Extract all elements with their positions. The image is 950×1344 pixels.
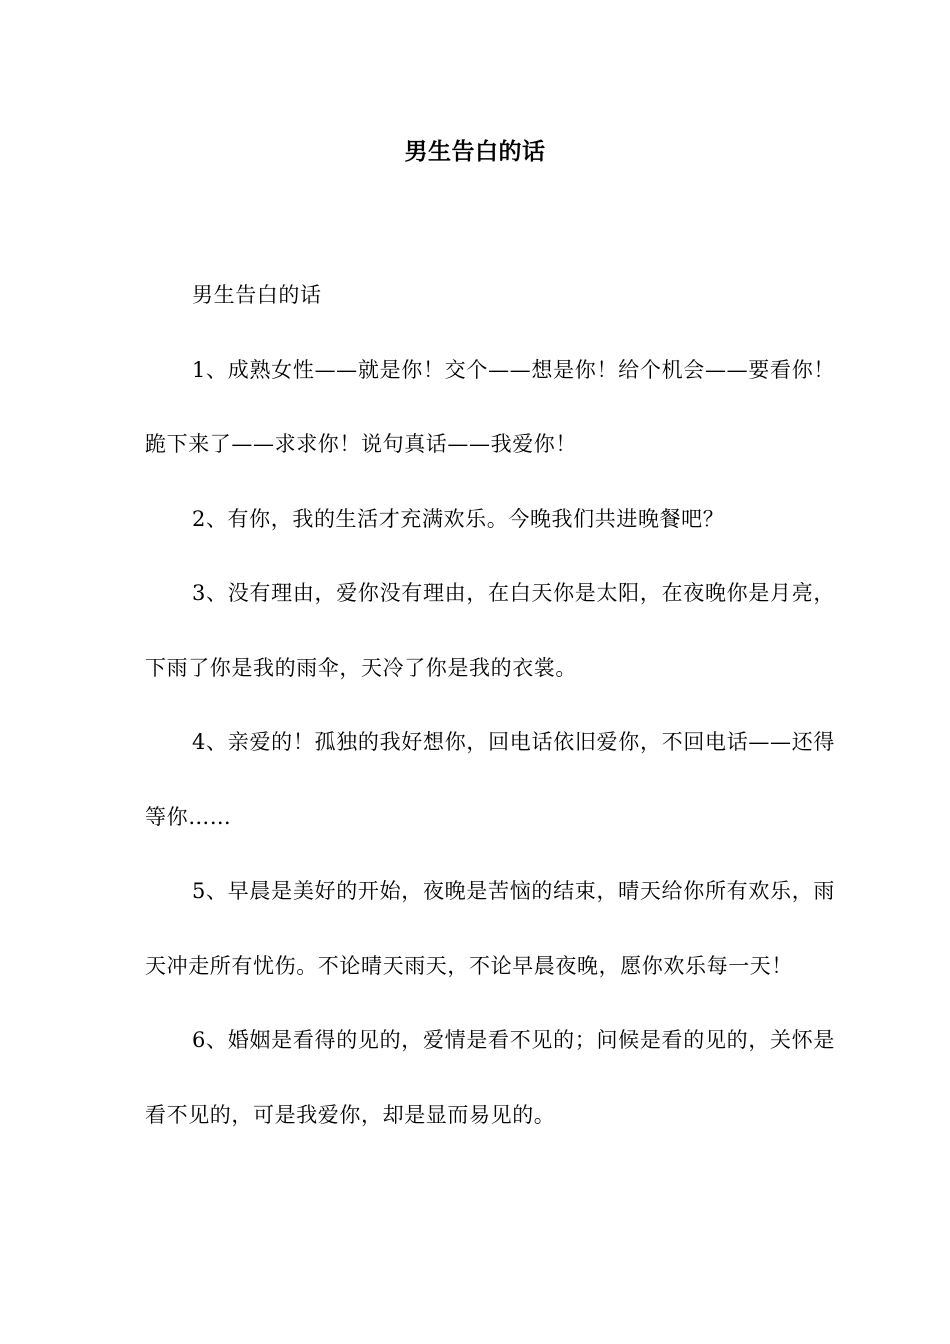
paragraph-item-3: 3、没有理由，爱你没有理由，在白天你是太阳，在夜晚你是月亮，下雨了你是我的雨伞，天冷了你是我的衣裳。	[145, 581, 835, 680]
paragraph-item-4: 4、亲爱的！孤独的我好想你，回电话依旧爱你，不回电话——还得等你……	[145, 730, 835, 829]
paragraph-item-1: 1、成熟女性——就是你！交个——想是你！给个机会——要看你！跪下来了——求求你！说句真话——我爱你！	[145, 357, 835, 456]
paragraph-heading: 男生告白的话	[192, 283, 322, 307]
paragraph-item-2: 2、有你，我的生活才充满欢乐。今晚我们共进晚餐吧？	[192, 506, 725, 531]
paragraph-item-6: 6、婚姻是看得的见的，爱情是看不见的；问候是看的见的，关怀是看不见的，可是我爱你，却是显而易见的。	[145, 1028, 835, 1127]
paragraph-item-5: 5、早晨是美好的开始，夜晚是苦恼的结束，晴天给你所有欢乐，雨天冲走所有忧伤。不论晴天雨天，不论早晨夜晚，愿你欢乐每一天！	[145, 879, 835, 978]
document-title: 男生告白的话	[404, 138, 546, 165]
document-body	[145, 258, 835, 1152]
